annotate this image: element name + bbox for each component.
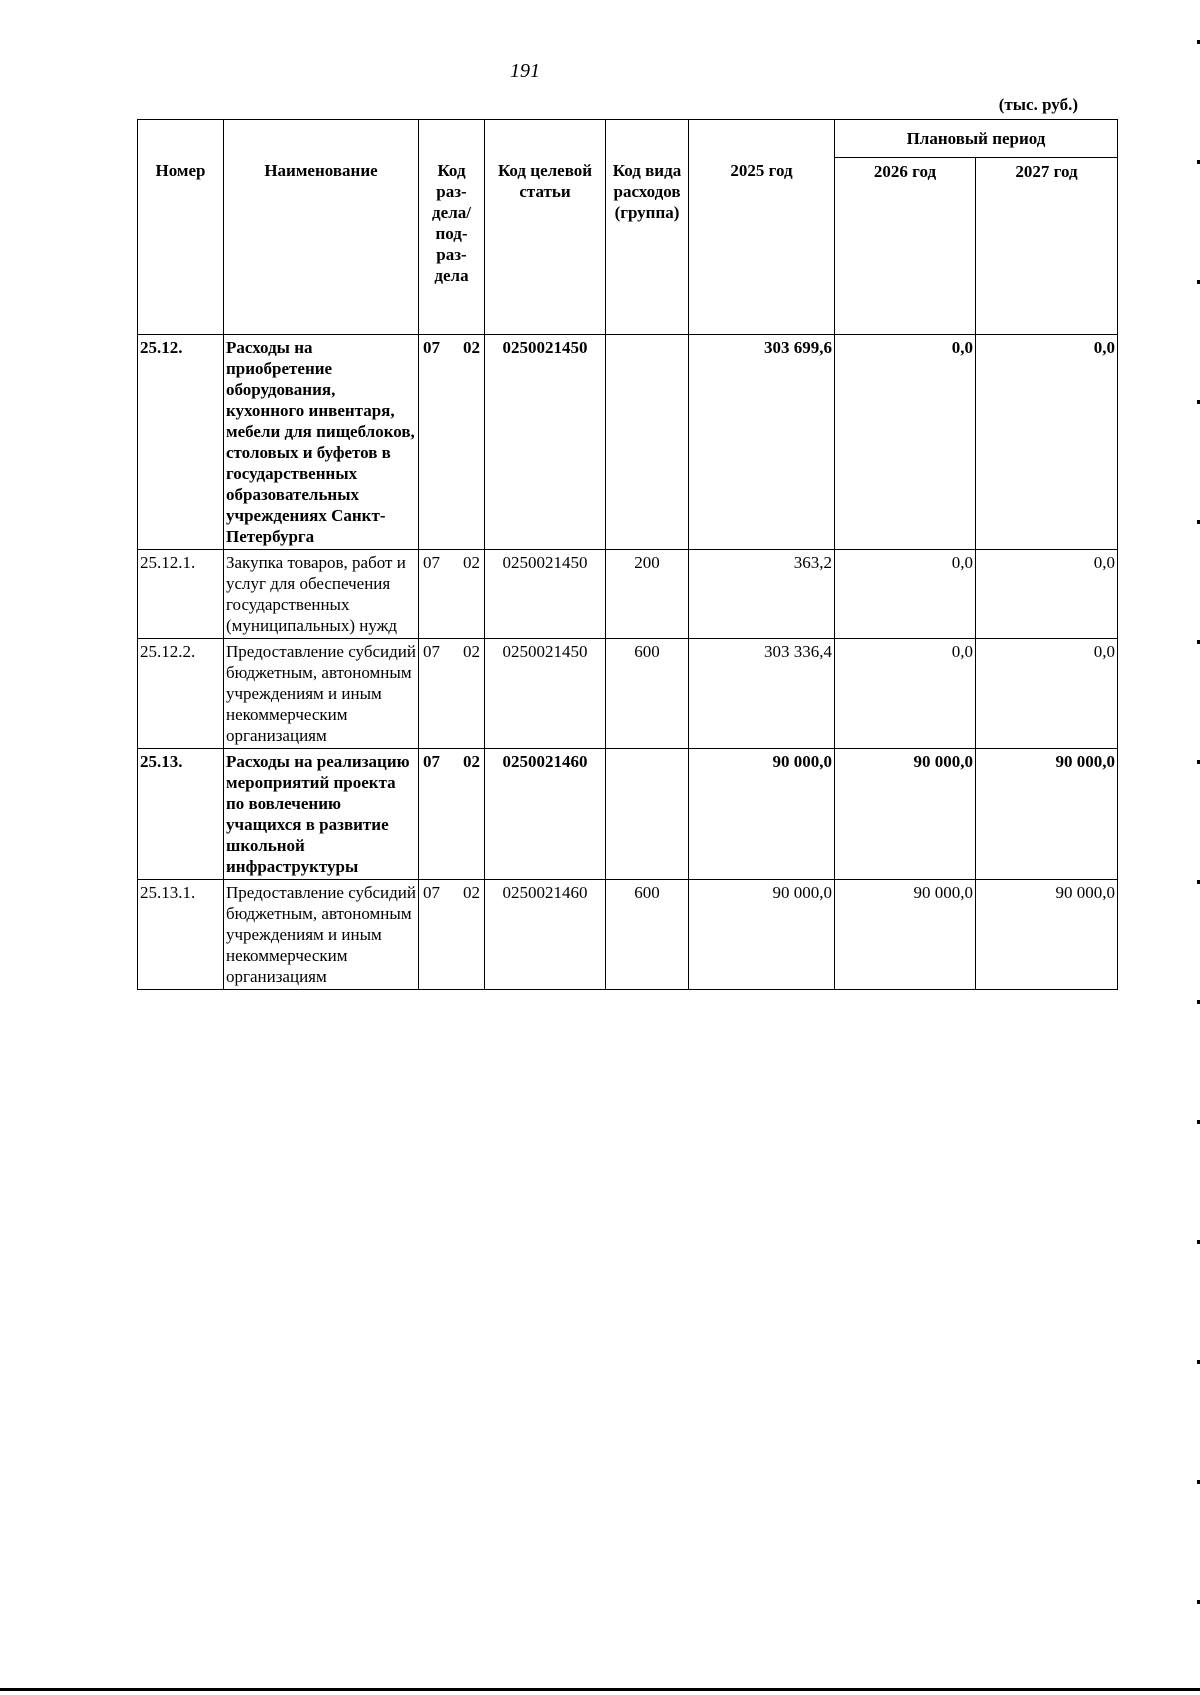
section-code: 07 [423, 883, 440, 902]
cell-target-code: 0250021450 [485, 335, 606, 550]
subsection-code: 02 [463, 883, 480, 902]
subsection-code: 02 [463, 752, 480, 771]
subsection-code: 02 [463, 642, 480, 661]
cell-expense-kind: 200 [606, 550, 689, 639]
cell-section-code [419, 639, 485, 749]
scan-bottom-edge [0, 1688, 1200, 1691]
header-planning-period: Плановый период [835, 120, 1118, 158]
header-name: Наименование [224, 120, 419, 335]
cell-number: 25.12. [138, 335, 224, 550]
cell-section-code [419, 749, 485, 880]
header-year-2025: 2025 год [689, 120, 835, 335]
table-row [138, 550, 1118, 639]
header-year-2026: 2026 год [835, 158, 976, 335]
cell-target-code: 0250021460 [485, 749, 606, 880]
section-code: 07 [423, 752, 440, 771]
cell-target-code: 0250021460 [485, 880, 606, 990]
cell-section-code [419, 550, 485, 639]
cell-expense-kind [606, 749, 689, 880]
cell-name: Расходы на реализацию мероприятий проекта по вовлечению учащихся в развитие школьной инфраструктуры [224, 749, 419, 880]
page-number: 191 [510, 60, 540, 82]
table-header [138, 120, 1118, 335]
cell-name: Закупка товаров, работ и услуг для обеспечения государственных (муниципальных) нужд [224, 550, 419, 639]
section-code: 07 [423, 338, 440, 357]
cell-target-code: 0250021450 [485, 639, 606, 749]
cell-expense-kind: 600 [606, 880, 689, 990]
section-code: 07 [423, 642, 440, 661]
cell-name: Расходы на приобретение оборудования, кухонного инвентаря, мебели для пищеблоков, столовых и буфетов в государственных образовательных учреждениях Санкт-Петербурга [224, 335, 419, 550]
table-row [138, 639, 1118, 749]
cell-number: 25.13. [138, 749, 224, 880]
subsection-code: 02 [463, 338, 480, 357]
subsection-code: 02 [463, 553, 480, 572]
table-row [138, 880, 1118, 990]
cell-number: 25.13.1. [138, 880, 224, 990]
cell-year-2025: 90 000,0 [689, 880, 835, 990]
cell-year-2025: 90 000,0 [689, 749, 835, 880]
cell-year-2026: 0,0 [835, 550, 976, 639]
cell-year-2027: 0,0 [976, 335, 1118, 550]
cell-target-code: 0250021450 [485, 550, 606, 639]
header-section-code: Код раз-дела/ под-раз-дела [419, 120, 485, 335]
cell-number: 25.12.1. [138, 550, 224, 639]
cell-number: 25.12.2. [138, 639, 224, 749]
cell-section-code [419, 880, 485, 990]
table-row [138, 335, 1118, 550]
cell-year-2026: 0,0 [835, 639, 976, 749]
table-body [138, 335, 1118, 990]
table-row [138, 749, 1118, 880]
cell-year-2027: 0,0 [976, 550, 1118, 639]
cell-expense-kind [606, 335, 689, 550]
cell-section-code [419, 335, 485, 550]
cell-expense-kind: 600 [606, 639, 689, 749]
header-year-2027: 2027 год [976, 158, 1118, 335]
cell-year-2027: 90 000,0 [976, 749, 1118, 880]
cell-year-2027: 90 000,0 [976, 880, 1118, 990]
cell-name: Предоставление субсидий бюджетным, автономным учреждениям и иным некоммерческим организациям [224, 639, 419, 749]
cell-year-2025: 363,2 [689, 550, 835, 639]
header-target-code: Код целевой статьи [485, 120, 606, 335]
cell-year-2026: 0,0 [835, 335, 976, 550]
header-expense-kind: Код вида расходов (группа) [606, 120, 689, 335]
cell-year-2025: 303 699,6 [689, 335, 835, 550]
section-code: 07 [423, 553, 440, 572]
cell-year-2025: 303 336,4 [689, 639, 835, 749]
budget-table [137, 119, 1118, 990]
cell-year-2026: 90 000,0 [835, 749, 976, 880]
cell-year-2027: 0,0 [976, 639, 1118, 749]
unit-note: (тыс. руб.) [998, 95, 1078, 114]
cell-year-2026: 90 000,0 [835, 880, 976, 990]
cell-name: Предоставление субсидий бюджетным, автономным учреждениям и иным некоммерческим организациям [224, 880, 419, 990]
header-number: Номер [138, 120, 224, 335]
